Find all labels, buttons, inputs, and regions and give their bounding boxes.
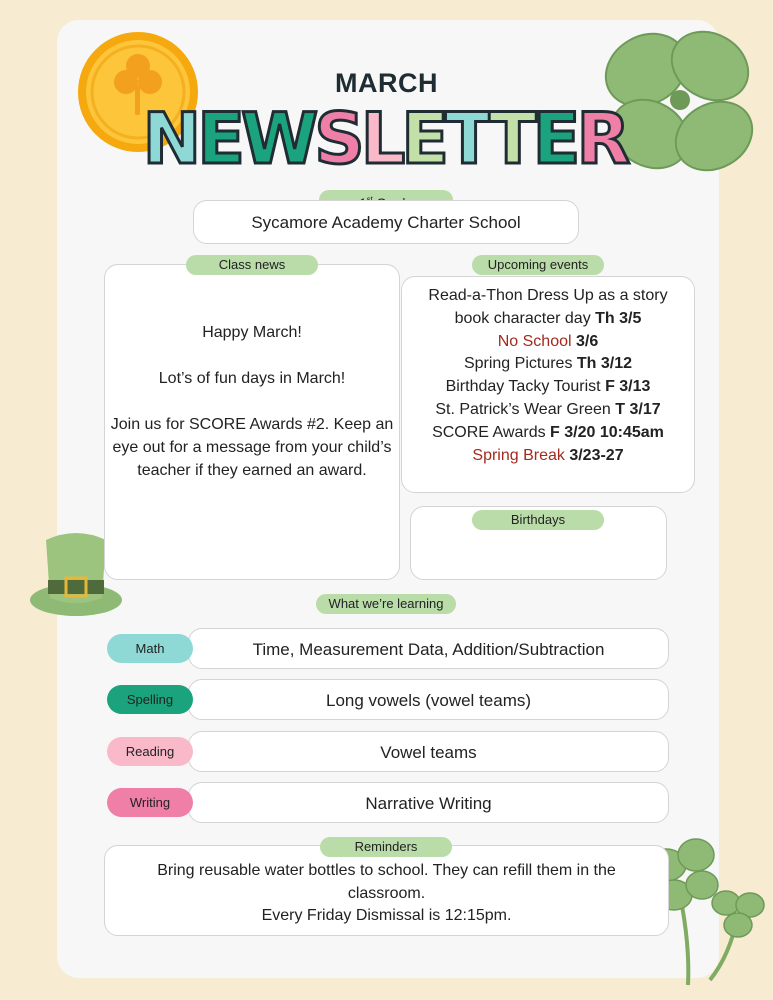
event-row — [404, 285, 692, 308]
reminder-line: Every Friday Dismissal is 12:15pm. — [261, 907, 512, 924]
class-news-box — [104, 264, 400, 580]
subject-row-spelling — [188, 679, 669, 720]
event-date: 3/6 — [576, 332, 599, 350]
reminder-line: Bring reusable water bottles to school. They can refill them in the — [157, 862, 616, 879]
event-date: T 3/17 — [615, 400, 661, 418]
event-text: Spring Pictures — [463, 355, 577, 373]
event-text: St. Patrick’s Wear Green — [435, 400, 616, 418]
event-row — [404, 445, 692, 468]
event-date: 3/23-27 — [569, 446, 624, 464]
event-text: book character day — [454, 309, 596, 327]
event-row — [404, 376, 692, 399]
learning-label: What we’re learning — [316, 594, 456, 614]
reminders-box — [104, 845, 669, 936]
event-row — [404, 422, 692, 445]
reminders-label: Reminders — [320, 837, 452, 857]
title-letter: W — [241, 98, 319, 180]
subject-value: Vowel teams — [380, 743, 477, 762]
event-text: Read-a-Thon Dress Up as a story — [428, 287, 668, 304]
event-row — [404, 353, 692, 376]
class-news-paragraph: Lot’s of fun days in March! — [158, 370, 346, 387]
event-text: No School — [497, 332, 576, 350]
subject-tag: Math — [107, 634, 193, 663]
title-letter: R — [576, 98, 631, 180]
subject-row-math — [188, 628, 669, 669]
subject-value: Long vowels (vowel teams) — [325, 691, 532, 710]
title-letter: N — [142, 98, 202, 180]
class-news-paragraph: Happy March! — [202, 324, 302, 341]
newsletter-month: MARCH — [335, 68, 438, 98]
event-date: Th 3/5 — [595, 309, 642, 327]
event-text: Birthday Tacky Tourist — [445, 378, 606, 396]
reminder-line: classroom. — [347, 884, 426, 902]
subject-tag: Spelling — [107, 685, 193, 714]
subject-value: Time, Measurement Data, Addition/Subtraction — [252, 640, 605, 659]
subject-row-writing — [188, 782, 669, 823]
event-row — [404, 399, 692, 422]
title-letter: E — [401, 98, 450, 180]
event-text: SCORE Awards — [432, 423, 551, 441]
event-date: Th 3/12 — [576, 355, 633, 373]
subject-row-reading — [188, 731, 669, 772]
school-name: Sycamore Academy Charter School — [193, 200, 579, 244]
subject-value: Narrative Writing — [365, 794, 492, 813]
title-letter: T — [445, 98, 493, 180]
class-news-paragraph: Join us for SCORE Awards #2. Keep an eye out for a message from your child’s teacher if they earned an award. — [110, 416, 394, 479]
title-letter: T — [488, 98, 537, 180]
event-row — [404, 308, 692, 331]
title-letter: L — [360, 98, 406, 180]
subject-tag: Writing — [107, 788, 193, 817]
reminders-text — [109, 860, 664, 928]
event-date: F 3/13 — [605, 378, 651, 396]
title-letter: E — [197, 98, 246, 180]
upcoming-events-box — [401, 276, 695, 493]
event-date: F 3/20 10:45am — [550, 423, 664, 441]
subject-tag: Reading — [107, 737, 193, 766]
birthdays-label: Birthdays — [472, 510, 604, 530]
event-row — [404, 331, 692, 354]
class-news-label: Class news — [186, 255, 318, 275]
title-letter: S — [314, 98, 365, 180]
title-letter: E — [532, 98, 581, 180]
newsletter-title — [0, 98, 773, 180]
events-list — [404, 285, 692, 467]
upcoming-events-label: Upcoming events — [472, 255, 604, 275]
class-news-text — [109, 321, 395, 505]
event-text: Spring Break — [472, 446, 570, 464]
